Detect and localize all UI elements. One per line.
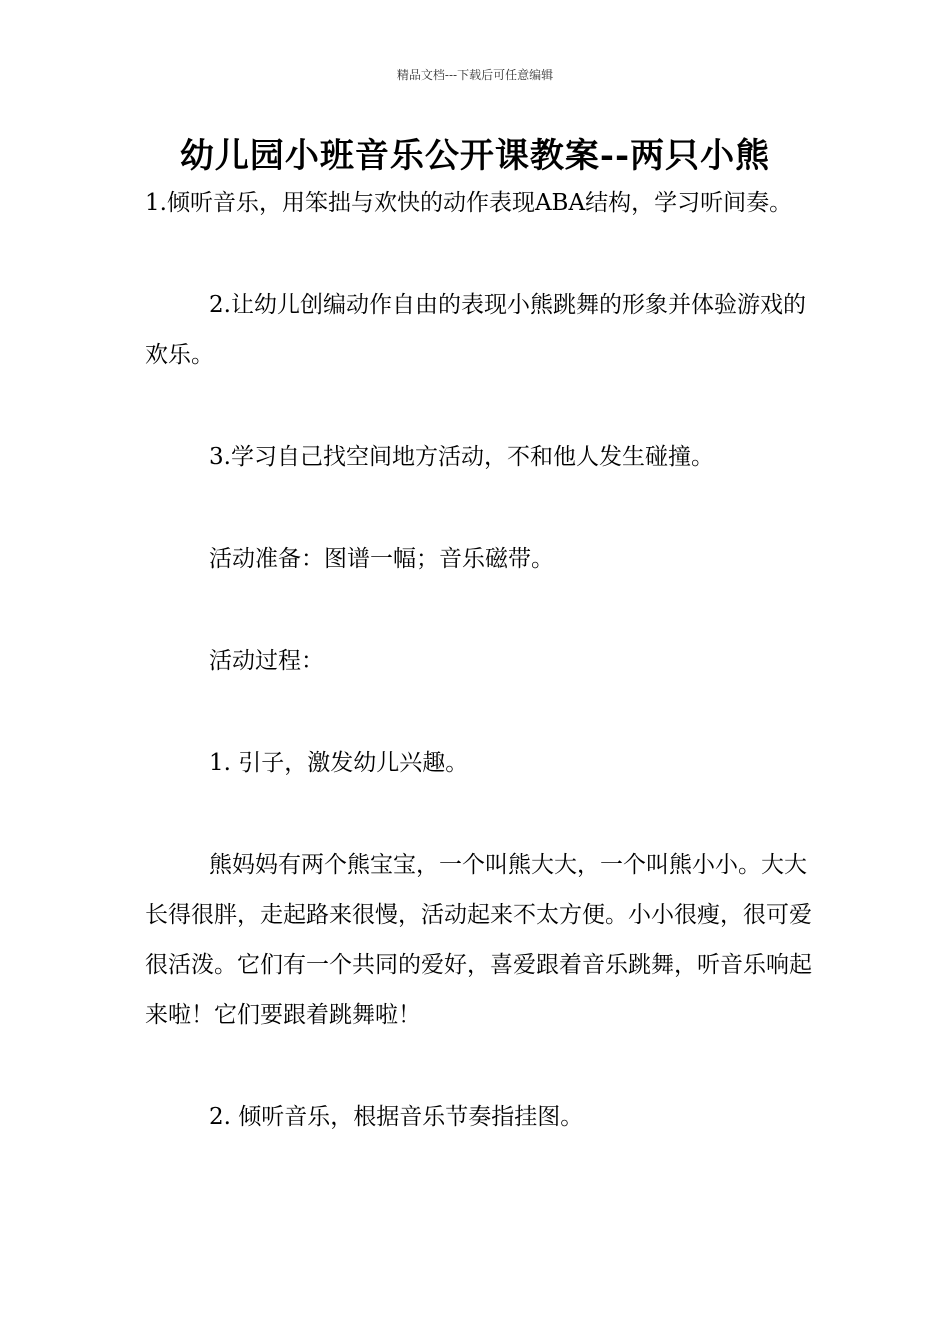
paragraph-spacer — [145, 228, 825, 280]
step-1-heading: 1. 引子，激发幼儿兴趣。 — [209, 750, 469, 776]
preparation-paragraph: 活动准备：图谱一幅；音乐磁带。 — [209, 546, 554, 572]
objective-3-paragraph: 3.学习自己找空间地方活动，不和他人发生碰撞。 — [209, 444, 714, 470]
process-heading: 活动过程： — [209, 648, 324, 674]
paragraph-spacer — [145, 788, 825, 840]
step-2-heading: 2. 倾听音乐，根据音乐节奏指挂图。 — [209, 1104, 584, 1130]
story-paragraph: 熊妈妈有两个熊宝宝，一个叫熊大大，一个叫熊小小。大大长得很胖，走起路来很慢，活动起来不太方便。小小很瘦，很可爱很活泼。它们有一个共同的爱好，喜爱跟着音乐跳舞，听音乐响起来啦！它们要跟着跳舞啦！ — [145, 852, 812, 1028]
paragraph-spacer — [145, 686, 825, 738]
paragraph-spacer — [145, 584, 825, 636]
document-title: 幼儿园小班音乐公开课教案--两只小熊 — [179, 136, 771, 176]
paragraph-spacer — [145, 1040, 825, 1092]
objective-2-paragraph: 2.让幼儿创编动作自由的表现小熊跳舞的形象并体验游戏的欢乐。 — [145, 292, 806, 368]
paragraph-spacer — [145, 380, 825, 432]
paragraph-spacer — [145, 482, 825, 534]
objective-1-paragraph: 1.倾听音乐，用笨拙与欢快的动作表现ABA结构，学习听间奏。 — [145, 190, 793, 216]
document-body — [145, 178, 825, 1142]
page-header-note: 精品文档---下载后可任意编辑 — [396, 68, 554, 82]
